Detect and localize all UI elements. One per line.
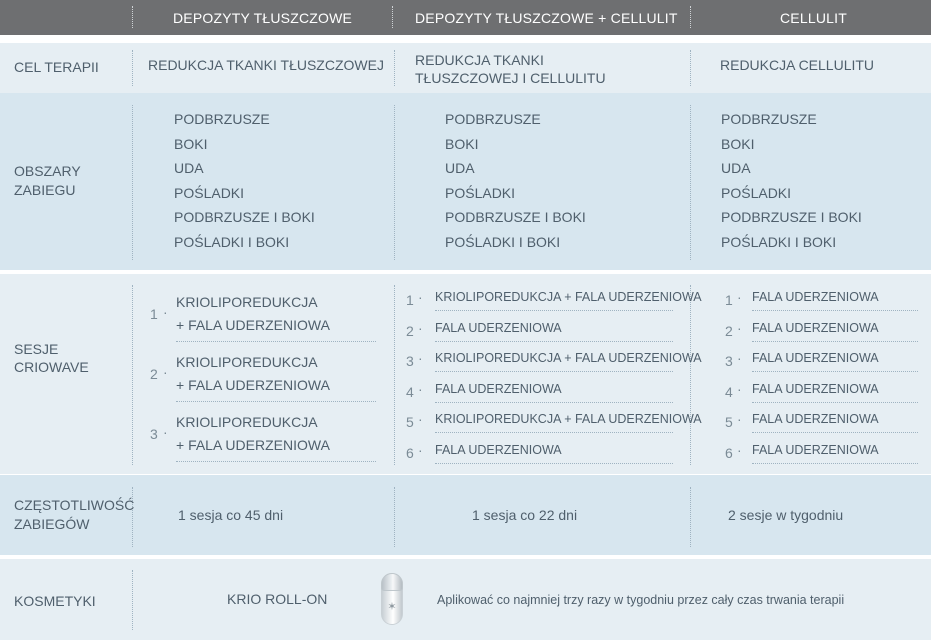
cosmetics-instruction: Aplikować co najmniej trzy razy w tygodniu przez cały czas trwania terapii — [437, 593, 845, 607]
area-item: POŚLADKI — [445, 184, 516, 201]
session-divider — [752, 341, 918, 342]
session-bullet-icon: · — [737, 289, 742, 305]
area-item: BOKI — [445, 135, 479, 152]
session-bullet-icon: · — [163, 304, 168, 320]
session-number: 1 — [150, 306, 158, 322]
column-divider — [394, 285, 395, 465]
area-item: POŚLADKI — [721, 184, 792, 201]
session-number: 2 — [150, 366, 158, 382]
session-number: 1 — [406, 292, 414, 308]
session-bullet-icon: · — [163, 364, 168, 380]
session-divider — [176, 461, 376, 462]
header-divider — [132, 6, 133, 28]
session-divider — [435, 402, 673, 403]
session-divider — [435, 371, 673, 372]
session-number: 4 — [725, 383, 733, 400]
session-number: 6 — [406, 444, 414, 461]
area-item: UDA — [445, 160, 475, 176]
session-item: FALA UDERZENIOWA — [435, 320, 562, 335]
area-item: UDA — [721, 160, 751, 176]
session-bullet-icon: · — [163, 424, 168, 440]
header-divider — [392, 6, 393, 28]
session-divider — [752, 402, 918, 403]
area-item: PODBRZUSZE — [445, 111, 541, 127]
column-divider — [132, 570, 133, 630]
session-number: 6 — [725, 444, 733, 461]
area-item: BOKI — [174, 135, 208, 152]
session-number: 3 — [406, 353, 414, 369]
session-item: FALA UDERZENIOWA — [752, 381, 879, 396]
header-fat-and-cellulite: DEPOZYTY TŁUSZCZOWE + CELLULIT — [415, 9, 678, 26]
cosmetics-product: KRIO ROLL-ON — [227, 591, 328, 607]
session-divider — [176, 401, 376, 402]
session-divider — [752, 463, 918, 464]
area-item: UDA — [174, 160, 204, 176]
areas-label-line1: OBSZARY — [14, 163, 81, 179]
session-number: 5 — [406, 414, 414, 430]
area-item: BOKI — [721, 135, 755, 152]
area-item: PODBRZUSZE I BOKI — [174, 209, 315, 225]
header-divider — [690, 6, 691, 28]
area-item: POŚLADKI I BOKI — [445, 233, 561, 250]
session-bullet-icon: · — [418, 319, 423, 336]
session-item: FALA UDERZENIOWA — [752, 351, 879, 365]
sessions-label-line2: CRIOWAVE — [14, 359, 89, 375]
area-item: POŚLADKI I BOKI — [174, 233, 290, 250]
product-logo-icon: ✶ — [387, 601, 397, 613]
column-divider — [132, 50, 133, 86]
session-number: 3 — [150, 426, 158, 442]
session-bullet-icon: · — [737, 411, 742, 427]
frequency-fat-cellulite: 1 sesja co 22 dni — [472, 507, 578, 523]
session-divider — [752, 310, 918, 311]
area-item: POŚLADKI — [174, 184, 245, 201]
session-bullet-icon: · — [737, 380, 742, 397]
session-item: KRIOLIPOREDUKCJA + FALA UDERZENIOWA — [435, 290, 702, 304]
session-item: FALA UDERZENIOWA — [752, 442, 879, 457]
session-number: 3 — [725, 353, 733, 369]
session-divider — [752, 432, 918, 433]
session-number: 2 — [725, 322, 733, 339]
column-divider — [690, 105, 691, 260]
session-item: FALA UDERZENIOWA — [752, 290, 879, 304]
session-line2: + FALA UDERZENIOWA — [176, 437, 330, 453]
session-number: 4 — [406, 383, 414, 400]
session-bullet-icon: · — [737, 441, 742, 458]
session-line1: KRIOLIPOREDUKCJA — [176, 294, 318, 310]
session-number: 1 — [725, 292, 733, 308]
session-item: FALA UDERZENIOWA — [752, 320, 879, 335]
column-divider — [690, 50, 691, 86]
frequency-cellulite: 2 sesje w tygodniu — [728, 507, 844, 523]
session-divider — [176, 341, 376, 342]
session-bullet-icon: · — [418, 350, 423, 366]
session-line1: KRIOLIPOREDUKCJA — [176, 414, 318, 430]
session-item: KRIOLIPOREDUKCJA + FALA UDERZENIOWA — [435, 412, 702, 426]
goal-label: CEL TERAPII — [14, 59, 99, 75]
frequency-label-line2: ZABIEGÓW — [14, 516, 90, 532]
session-line1: KRIOLIPOREDUKCJA — [176, 354, 318, 370]
session-item: FALA UDERZENIOWA — [435, 381, 562, 396]
session-item: FALA UDERZENIOWA — [435, 442, 562, 457]
session-divider — [435, 463, 673, 464]
session-bullet-icon: · — [737, 350, 742, 366]
session-bullet-icon: · — [737, 319, 742, 336]
session-line2: + FALA UDERZENIOWA — [176, 377, 330, 393]
session-divider — [435, 432, 673, 433]
frequency-label-line1: CZĘSTOTLIWOŚĆ — [14, 497, 135, 513]
session-item: FALA UDERZENIOWA — [752, 412, 879, 426]
session-number: 2 — [406, 322, 414, 339]
session-bullet-icon: · — [418, 289, 423, 305]
area-item: PODBRZUSZE — [174, 111, 270, 127]
roll-on-cap-icon — [381, 573, 403, 591]
column-divider — [690, 285, 691, 465]
column-divider — [394, 105, 395, 260]
frequency-fat: 1 sesja co 45 dni — [178, 507, 284, 523]
column-divider — [394, 50, 395, 86]
area-item: POŚLADKI I BOKI — [721, 233, 837, 250]
column-divider — [132, 285, 133, 465]
session-bullet-icon: · — [418, 380, 423, 397]
area-item: PODBRZUSZE — [721, 111, 817, 127]
session-divider — [435, 341, 673, 342]
session-item: KRIOLIPOREDUKCJA + FALA UDERZENIOWA — [435, 351, 702, 365]
session-bullet-icon: · — [418, 411, 423, 427]
session-number: 5 — [725, 414, 733, 430]
session-line2: + FALA UDERZENIOWA — [176, 317, 330, 333]
area-item: PODBRZUSZE I BOKI — [445, 209, 586, 225]
goal-fat-cellulite-line2: TŁUSZCZOWEJ I CELLULITU — [415, 70, 606, 86]
column-divider — [132, 105, 133, 260]
session-bullet-icon: · — [418, 441, 423, 458]
sessions-label-line1: SESJE — [14, 341, 59, 357]
session-divider — [752, 371, 918, 372]
goal-fat: REDUKCJA TKANKI TŁUSZCZOWEJ — [148, 57, 384, 73]
goal-fat-cellulite-line1: REDUKCJA TKANKI — [415, 52, 544, 68]
areas-label-line2: ZABIEGU — [14, 182, 76, 198]
column-divider — [394, 487, 395, 547]
goal-cellulite: REDUKCJA CELLULITU — [720, 57, 875, 73]
session-divider — [435, 310, 673, 311]
header-cellulite: CELLULIT — [780, 9, 847, 26]
cosmetics-label: KOSMETYKI — [14, 593, 96, 609]
header-fat-deposits: DEPOZYTY TŁUSZCZOWE — [173, 9, 353, 26]
column-divider — [690, 487, 691, 547]
area-item: PODBRZUSZE I BOKI — [721, 209, 862, 225]
